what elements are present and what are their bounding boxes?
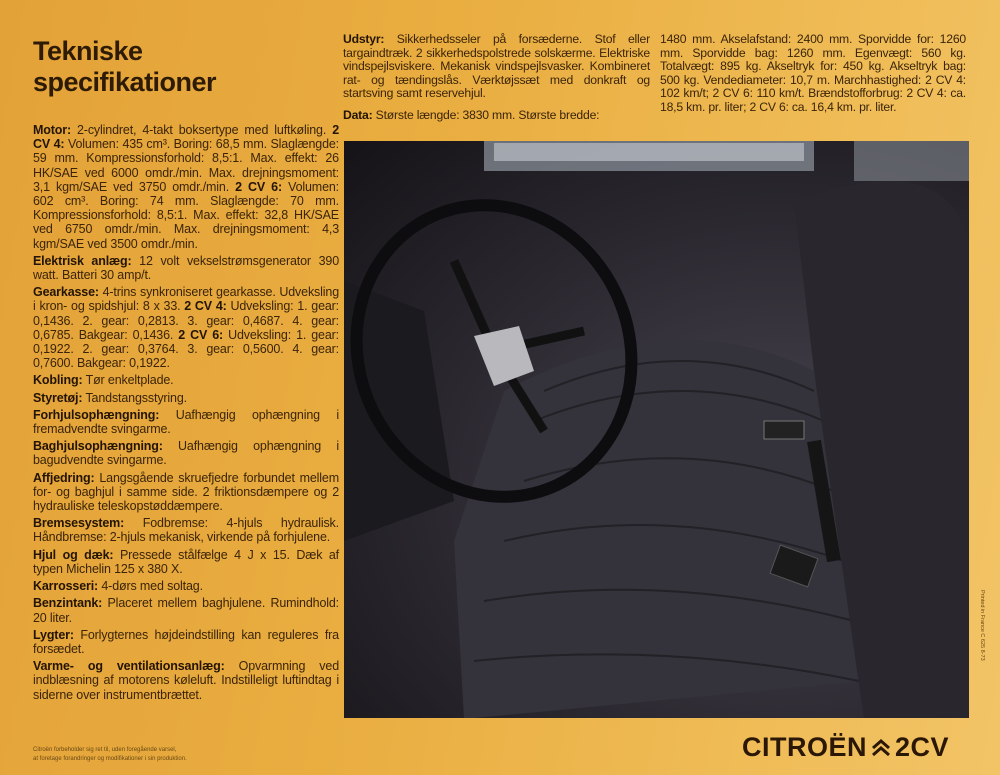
spec-text: Uafhængig ophængning i fremadvendte svingarme. (33, 407, 339, 437)
spec-label: Benzintank: (33, 596, 103, 611)
specs-left-column (33, 123, 339, 705)
spec-label: Karrosseri: (33, 579, 99, 594)
spec-label: Hjul og dæk: (33, 547, 114, 562)
spec-label: Gearkasse: (33, 285, 99, 300)
spec-text: Volumen: 602 cm³. Boring: 74 mm. Slaglængde: 70 mm. Kompressionsforhold: 8,5:1. Max. effekt: 32,8 HK/SAE ved 6750 omdr./min. Max. drejningsmoment: 4,3 kgm/SAE ved 3500 omdr./min. (33, 179, 339, 251)
spec-label: Udstyr: (343, 32, 385, 46)
spec-text: Opvarmning ved indblæsning af motorens køleluft. Indstilleligt luftindtag i siderne over instrumentbrættet. (33, 659, 339, 702)
spec-label: Lygter: (33, 627, 74, 642)
spec-label: Forhjulsophængning: (33, 407, 160, 422)
spec-text: 12 volt vekselstrømsgenerator 390 watt. Batteri 30 amp/t. (33, 253, 339, 283)
spec-paragraph (343, 109, 650, 123)
spec-label: Bremsesystem: (33, 516, 125, 531)
spec-label: Affjedring: (33, 470, 95, 485)
spec-paragraph (33, 659, 339, 702)
spec-text: Tør enkeltplade. (82, 373, 174, 388)
spec-text: Pressede stålfælge 4 J x 15. Dæk af typen Michelin 125 x 380 X. (33, 547, 340, 576)
car-interior-illustration (344, 141, 969, 718)
spec-paragraph (343, 33, 650, 101)
spec-paragraph (33, 628, 339, 656)
spec-label: Motor: (33, 123, 71, 137)
interior-photo (344, 141, 969, 718)
spec-text: 2-cylindret, 4-takt boksertype med luftkøling. (70, 123, 333, 137)
spec-paragraph (33, 254, 339, 282)
spec-paragraph (33, 439, 339, 467)
spec-text: 4-dørs med soltag. (98, 579, 203, 594)
title-line-2: specifikationer (33, 67, 217, 97)
disclaimer-line-2: at foretage forandringer og modifikationer i sin produktion. (33, 756, 187, 762)
page-title (33, 36, 216, 98)
logo-brand: CITROËN (742, 732, 867, 762)
spec-label: Kobling: (33, 373, 83, 388)
spec-text: Tandstangsstyring. (82, 390, 187, 405)
spec-text: 1480 mm. Akselafstand: 2400 mm. Sporvidde for: 1260 mm. Sporvidde bag: 1260 mm. Egenvægt: 560 kg. Totalvægt: 895 kg. Akseltryk for: 450 kg. Akseltryk bag: 500 kg. Vendediameter: 10,7 m. Marchhastighed: 2 CV 4: 102 km/t; 2 CV 6: 110 km/t. Brændstofforbrug: 2 CV 4: ca. 18,5 km. pr. liter; 2 CV 6: ca. 16,4 km. pr. liter. (660, 32, 966, 114)
spec-paragraph (33, 373, 339, 387)
spec-label: Data: (343, 107, 373, 122)
spec-paragraph (33, 408, 339, 436)
spec-paragraph (33, 471, 339, 514)
spec-text: Forlygternes højdeindstilling kan reguleres fra forsædet. (33, 627, 339, 656)
spec-text: Største længde: 3830 mm. Største bredde: (372, 107, 600, 122)
spec-label: Styretøj: (33, 390, 83, 405)
spec-paragraph (33, 391, 339, 405)
disclaimer-line-1: Citroën forbeholder sig ret til, uden foregående varsel, (33, 747, 177, 753)
spec-label: Elektrisk anlæg: (33, 253, 132, 268)
spec-label: Baghjulsophængning: (33, 439, 163, 454)
spec-text: Udveksling: 1. gear: 0,1436. 2. gear: 0,2813. 3. gear: 0,4687. 4. gear: 0,6785. Bakgear: 0,1436. (33, 299, 340, 342)
spec-label: 2 CV 4: (184, 299, 227, 314)
spec-text: Volumen: 435 cm³. Boring: 68,5 mm. Slaglængde: 59 mm. Kompressionsforhold: 8,5:1. Max. effekt: 26 HK/SAE ved 6000 omdr./min. Max. drejningsmoment: 3,1 kgm/SAE ved 3750 omdr./min. (33, 137, 339, 194)
specs-right-column (660, 33, 966, 115)
legal-disclaimer (33, 746, 187, 764)
spec-text: Fodbremse: 4-hjuls hydraulisk. Håndbremse: 2-hjuls mekanisk, virkende på forhjulene. (33, 516, 339, 545)
spec-text: 4-trins synkroniseret gearkasse. Udveksling i kron- og spidshjul: 8 x 33. (33, 285, 339, 314)
spec-paragraph (33, 516, 339, 544)
spec-label: 2 CV 6: (235, 179, 282, 194)
spec-text: Langsgående skruefjedre forbundet mellem for- og baghjul i samme side. 2 friktionsdæmpere og 2 hydrauliske teleskopstøddæmpere. (33, 470, 339, 514)
spec-text: Uafhængig ophængning i bagudvendte svingarme. (33, 439, 339, 468)
spec-label: 2 CV 4: (33, 123, 339, 152)
print-info: Printed in France C 625 8-73 (979, 590, 985, 661)
spec-paragraph (33, 596, 339, 624)
spec-paragraph (33, 285, 339, 370)
citroen-2cv-logo (742, 732, 949, 763)
spec-paragraph (660, 33, 966, 115)
spec-text: Sikkerhedsseler på forsæderne. Stof eller targaindtræk. 2 sikkerhedspolstrede solskærme. Elektriske vindspejlsviskere. Mekanisk vindspejlsvasker. Kombineret rat- og tændingslås. Værktøjssæt med donkraft og startsving samt reservehjul. (343, 32, 650, 101)
spec-label: 2 CV 6: (178, 327, 224, 342)
spec-paragraph (33, 548, 339, 576)
spec-paragraph (33, 123, 339, 251)
double-chevron-icon (871, 738, 891, 758)
spec-paragraph (33, 579, 339, 593)
title-line-1: Tekniske (33, 36, 143, 66)
spec-text: Placeret mellem baghjulene. Rumindhold: 20 liter. (33, 596, 339, 625)
spec-label: Varme- og ventilationsanlæg: (33, 659, 225, 674)
logo-model: 2CV (895, 732, 950, 762)
specs-middle-column (343, 33, 650, 131)
spec-text: Udveksling: 1. gear: 0,1922. 2. gear: 0,3764. 3. gear: 0,5600. 4. gear: 0,7600. Bakgear: 0,1922. (33, 327, 339, 371)
